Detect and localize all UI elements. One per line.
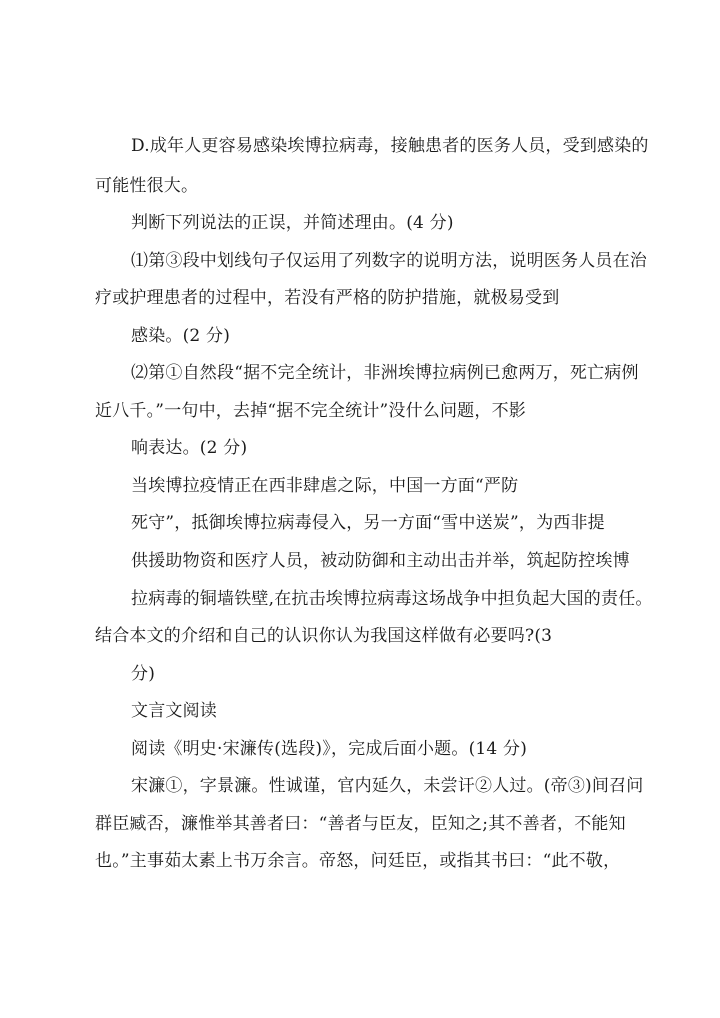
text-line: 感染。(2 分): [131, 326, 231, 346]
text-line: ⑵第①自然段“据不完全统计，非洲埃博拉病例已愈两万，死亡病例: [131, 363, 639, 383]
text-line: 供援助物资和医疗人员，被动防御和主动出击并举，筑起防控埃博: [131, 551, 630, 571]
text-line: 拉病毒的铜墙铁壁,在抗击埃博拉病毒这场战争中担负起大国的责任。: [131, 589, 653, 609]
text-line: D.成年人更容易感染埃博拉病毒，接触患者的医务人员，受到感染的: [131, 136, 649, 156]
text-line: 判断下列说法的正误，并简述理由。(4 分): [131, 213, 454, 233]
text-line: 分): [131, 664, 156, 684]
text-line: 群臣臧否，濂惟举其善者曰：“善者与臣友，臣知之;其不善者，不能知: [95, 814, 626, 834]
text-line: 死守”，抵御埃博拉病毒侵入，另一方面“雪中送炭”，为西非提: [131, 513, 605, 533]
text-line: 阅读《明史·宋濂传(选段)》，完成后面小题。(14 分): [131, 739, 528, 759]
text-line: 疗或护理患者的过程中，若没有严格的防护措施，就极易受到: [95, 288, 560, 308]
text-line: 近八千。”一句中，去掉“据不完全统计”没什么问题，不影: [95, 401, 526, 421]
text-line: 当埃博拉疫情正在西非肆虐之际，中国一方面“严防: [131, 476, 519, 496]
section-heading: 文言文阅读: [131, 701, 217, 721]
text-line: 宋濂①，字景濂。性诚谨，官内延久，未尝讦②人过。(帝③)间召问: [131, 776, 644, 796]
text-line: ⑴第③段中划线句子仅运用了列数字的说明方法，说明医务人员在治: [131, 251, 647, 271]
text-line: 结合本文的介绍和自己的认识你认为我国这样做有必要吗?(3: [95, 626, 553, 646]
text-line: 响表达。(2 分): [131, 438, 248, 458]
text-line: 也。”主事茹太素上书万余言。帝怒，问廷臣，或指其书曰：“此不敬，: [95, 851, 621, 871]
text-line: 可能性很大。: [95, 176, 199, 196]
